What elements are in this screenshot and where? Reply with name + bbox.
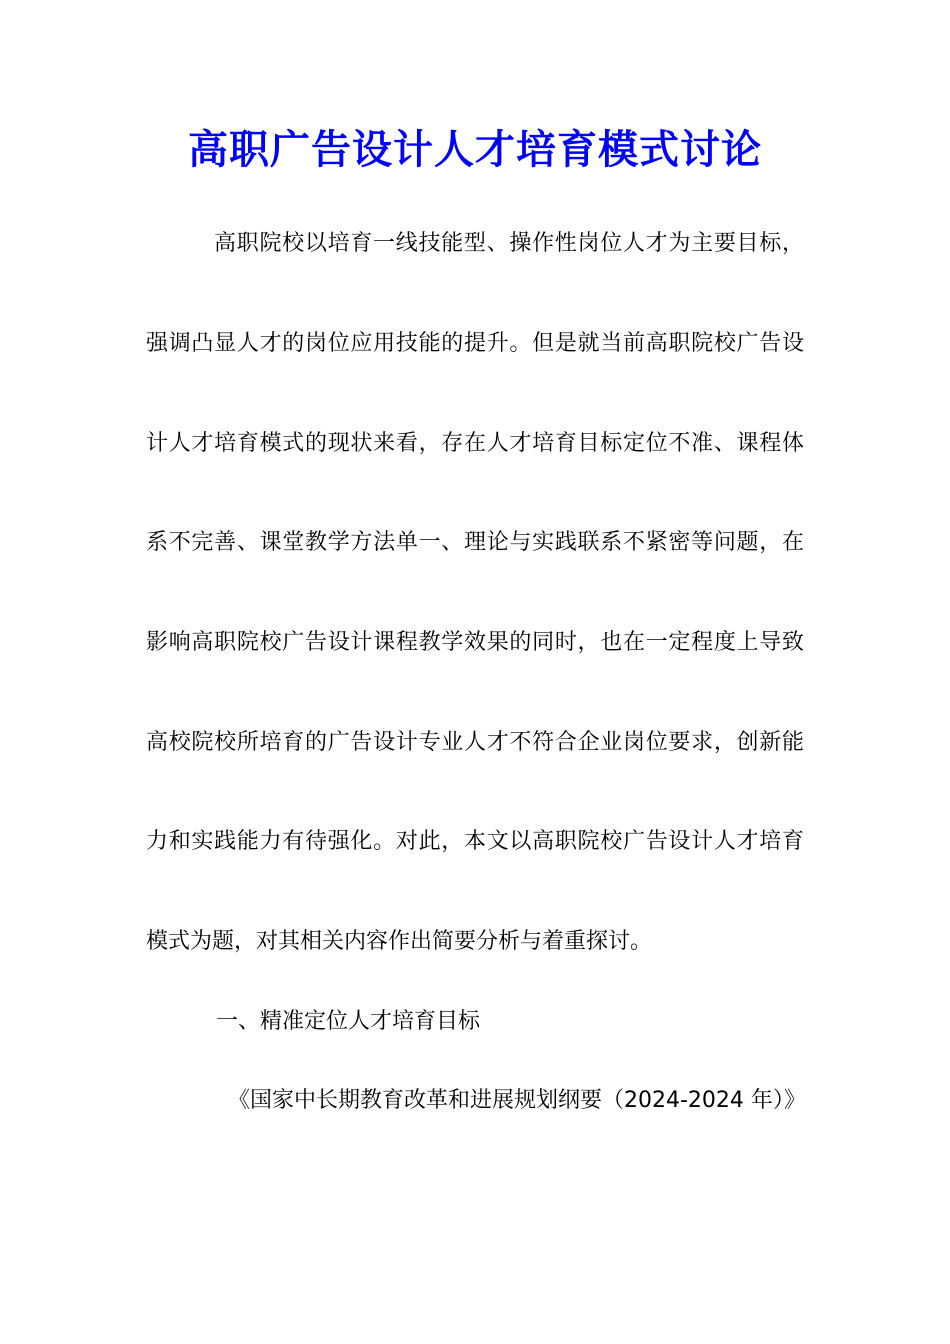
paragraph-line-2: 强调凸显人才的岗位应用技能的提升。但是就当前高职院校广告设 xyxy=(146,331,804,356)
paragraph-line-3: 计人才培育模式的现状来看，存在人才培育目标定位不准、课程体 xyxy=(146,431,804,456)
reference-line: 《国家中长期教育改革和进展规划纲要（2024-2024 年）》 xyxy=(228,1088,806,1113)
paragraph-line-6: 高校院校所培育的广告设计专业人才不符合企业岗位要求，创新能 xyxy=(146,730,804,755)
paragraph-line-1: 高职院校以培育一线技能型、操作性岗位人才为主要目标， xyxy=(214,231,804,256)
paragraph-line-7: 力和实践能力有待强化。对此，本文以高职院校广告设计人才培育 xyxy=(146,829,804,854)
paragraph-line-8: 模式为题，对其相关内容作出简要分析与着重探讨。 xyxy=(146,929,653,954)
section-heading: 一、精准定位人才培育目标 xyxy=(216,1009,481,1034)
paragraph-line-5: 影响高职院校广告设计课程教学效果的同时，也在一定程度上导致 xyxy=(146,630,804,655)
document-title: 高职广告设计人才培育模式讨论 xyxy=(188,126,762,173)
paragraph-line-4: 系不完善、课堂教学方法单一、理论与实践联系不紧密等问题，在 xyxy=(146,530,804,555)
